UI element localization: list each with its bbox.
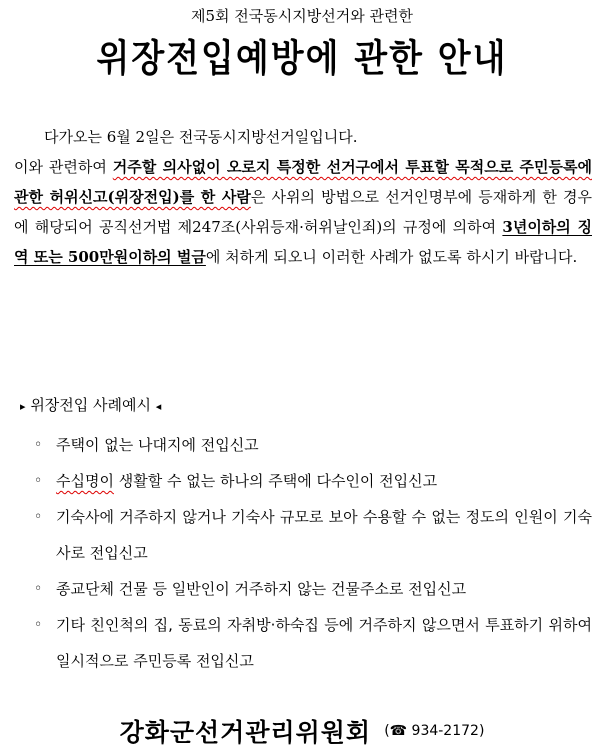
footer xyxy=(0,713,604,749)
document-title: 위장전입예방에 관한 안내 xyxy=(96,37,508,81)
examples-heading-label: 위장전입 사례예시 xyxy=(30,396,152,414)
bullet-circle-icon: ◦ xyxy=(34,617,43,633)
notice-body xyxy=(14,122,592,272)
example-text: 주택이 없는 나대지에 전입신고 xyxy=(56,436,259,454)
examples-list xyxy=(34,427,592,679)
notice-paragraph xyxy=(14,152,592,272)
paragraph-text-2: 은 사위의 방법으로 선거인명부에 등재하게 한 경우에 해당되어 공직선거법 제247조(사위등재·허위날인죄)의 규정에 의하여 xyxy=(14,188,592,236)
triangle-left-icon: ◂ xyxy=(155,400,162,413)
organization-name: 강화군선거관리위원회 xyxy=(119,718,372,747)
paragraph-emphasis-offense: 거주할 의사없이 오로지 특정한 선거구에서 투표할 목적으로 주민등록에 관한 허위신고(위장전입)를 한 사람 xyxy=(14,158,592,206)
intro-line: 다가오는 6월 2일은 전국동시지방선거일입니다. xyxy=(44,128,358,146)
example-text: 생활할 수 없는 하나의 주택에 다수인이 전입신고 xyxy=(113,472,438,490)
list-item xyxy=(34,427,592,463)
examples-heading xyxy=(20,394,161,418)
paragraph-emphasis-penalty: 3년이하의 징역 또는 500만원이하의 벌금 xyxy=(14,218,592,266)
example-text: 기타 친인척의 집, 동료의 자취방·하숙집 등에 거주하지 않으면서 투표하기 위하여 일시적으로 주민등록 전입신고 xyxy=(56,616,592,670)
paragraph-text-1: 이와 관련하여 xyxy=(14,158,113,176)
bullet-circle-icon: ◦ xyxy=(34,473,43,489)
list-item xyxy=(34,571,592,607)
bullet-circle-icon: ◦ xyxy=(34,581,43,597)
example-text: 종교단체 건물 등 일반인이 거주하지 않는 건물주소로 전입신고 xyxy=(56,580,467,598)
example-text: 기숙사에 거주하지 않거나 기숙사 규모로 보아 수용할 수 없는 정도의 인원이 기숙사로 전입신고 xyxy=(56,508,592,562)
list-item xyxy=(34,499,592,571)
bullet-circle-icon: ◦ xyxy=(34,437,43,453)
phone-number: (☎ 934-2172) xyxy=(384,723,485,739)
paragraph-text-3: 에 처하게 되오니 이러한 사례가 없도록 하시기 바랍니다. xyxy=(205,248,578,266)
spellcheck-flagged-word: 수십명이 xyxy=(56,472,114,490)
triangle-right-icon: ▸ xyxy=(20,400,26,413)
document-subtitle: 제5회 전국동시지방선거와 관련한 xyxy=(191,7,413,25)
bullet-circle-icon: ◦ xyxy=(34,509,43,525)
list-item xyxy=(34,463,592,499)
list-item xyxy=(34,607,592,679)
